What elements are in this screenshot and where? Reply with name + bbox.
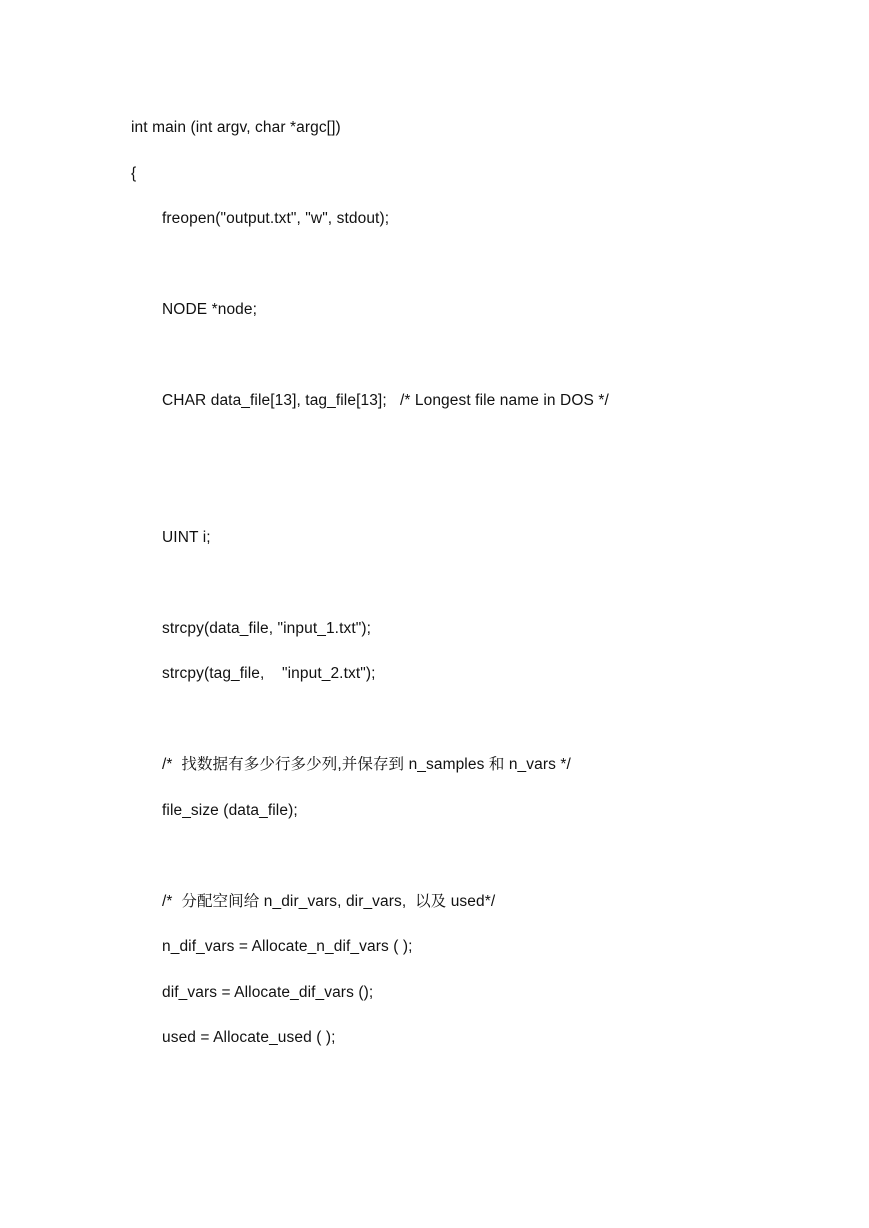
code-line-node-decl: NODE *node; xyxy=(162,301,258,318)
code-line-comment-rows: /* 找数据有多少行多少列,并保存到 n_samples 和 n_vars */ xyxy=(162,756,571,773)
code-line-char-decl: CHAR data_file[13], tag_file[13]; /* Longest file name in DOS */ xyxy=(162,392,609,409)
code-line-comment-alloc: /* 分配空间给 n_dir_vars, dir_vars, 以及 used*/ xyxy=(162,893,496,910)
code-line-strcpy-data: strcpy(data_file, "input_1.txt"); xyxy=(162,620,372,637)
code-line-strcpy-tag: strcpy(tag_file, "input_2.txt"); xyxy=(162,665,376,682)
code-line-open-brace: { xyxy=(131,165,137,182)
code-line-main-signature: int main (int argv, char *argc[]) xyxy=(131,119,341,136)
code-line-alloc-used: used = Allocate_used ( ); xyxy=(162,1029,336,1046)
code-line-alloc-n-dif-vars: n_dif_vars = Allocate_n_dif_vars ( ); xyxy=(162,938,413,955)
code-line-alloc-dif-vars: dif_vars = Allocate_dif_vars (); xyxy=(162,984,374,1001)
code-line-freopen: freopen("output.txt", "w", stdout); xyxy=(162,210,390,227)
code-line-uint-decl: UINT i; xyxy=(162,529,211,546)
code-line-file-size: file_size (data_file); xyxy=(162,802,298,819)
